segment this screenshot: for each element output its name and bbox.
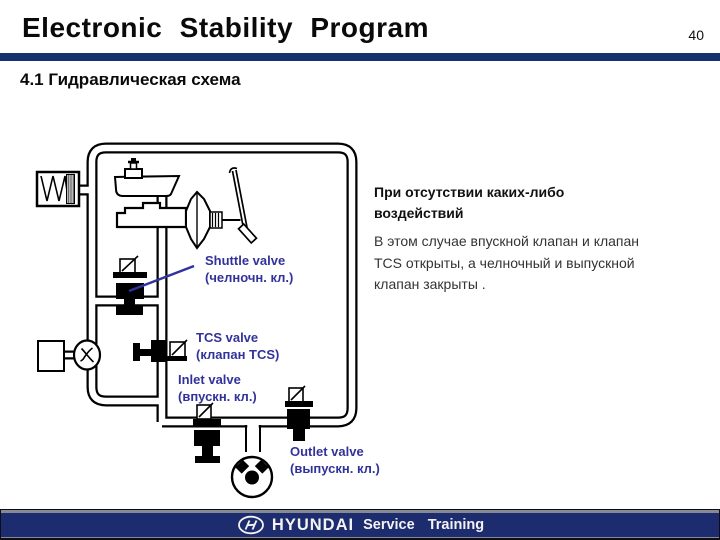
wheel-line bbox=[246, 423, 260, 453]
label-shuttle-valve bbox=[205, 252, 293, 286]
tcs-valve-icon bbox=[133, 340, 187, 362]
label-shuttle-valve-ru: (челночн. кл.) bbox=[205, 270, 294, 285]
pump-motor-icon bbox=[38, 341, 64, 371]
label-outlet-valve-en: Outlet valve bbox=[290, 444, 364, 459]
footer-logo-strip bbox=[1, 513, 719, 537]
reservoir-icon bbox=[115, 158, 179, 196]
section-subtitle: 4.1 Гидравлическая схема bbox=[20, 70, 241, 89]
label-tcs-valve-ru: (клапан TCS) bbox=[196, 347, 280, 362]
annotation-heading-line2: воздействий bbox=[374, 205, 464, 221]
wheel-cylinder-icon bbox=[232, 457, 272, 497]
master-cylinder-icon bbox=[117, 203, 186, 227]
annotation-body-line1: В этом случае впускной клапан и клапан bbox=[374, 233, 640, 249]
hyundai-logo-icon bbox=[236, 515, 266, 535]
label-outlet-valve-ru: (выпускн. кл.) bbox=[290, 461, 380, 476]
footer-brand-text: HYUNDAI bbox=[271, 515, 355, 534]
label-inlet-valve-en: Inlet valve bbox=[178, 372, 241, 387]
annotation-heading bbox=[374, 182, 564, 224]
footer-service-text: Service bbox=[363, 517, 415, 533]
annotation-body-line2: TCS открыты, а челночный и выпускной bbox=[374, 254, 635, 271]
annotation-heading-line1: При отсутствии каких-либо bbox=[374, 184, 565, 200]
outlet-valve-icon bbox=[285, 386, 313, 441]
page-title: Electronic Stability Program bbox=[22, 12, 429, 43]
label-tcs-valve-en: TCS valve bbox=[196, 330, 259, 345]
label-shuttle-valve-en: Shuttle valve bbox=[205, 253, 286, 268]
page-number: 40 bbox=[688, 27, 704, 43]
accumulator-icon bbox=[37, 172, 79, 206]
vacuum-booster-icon bbox=[186, 192, 241, 248]
pump-icon bbox=[74, 341, 100, 370]
footer-training-text: Training bbox=[427, 517, 485, 533]
label-inlet-valve-ru: (впускн. кл.) bbox=[178, 389, 257, 404]
label-outlet-valve bbox=[290, 443, 380, 477]
label-tcs-valve bbox=[196, 329, 279, 363]
label-inlet-valve bbox=[178, 371, 257, 405]
annotation-body bbox=[374, 231, 639, 296]
inlet-valve-icon bbox=[193, 403, 221, 463]
footer-bar bbox=[0, 509, 720, 540]
brake-pedal-icon bbox=[230, 168, 257, 243]
annotation-body-line3: клапан закрыты . bbox=[374, 276, 486, 292]
